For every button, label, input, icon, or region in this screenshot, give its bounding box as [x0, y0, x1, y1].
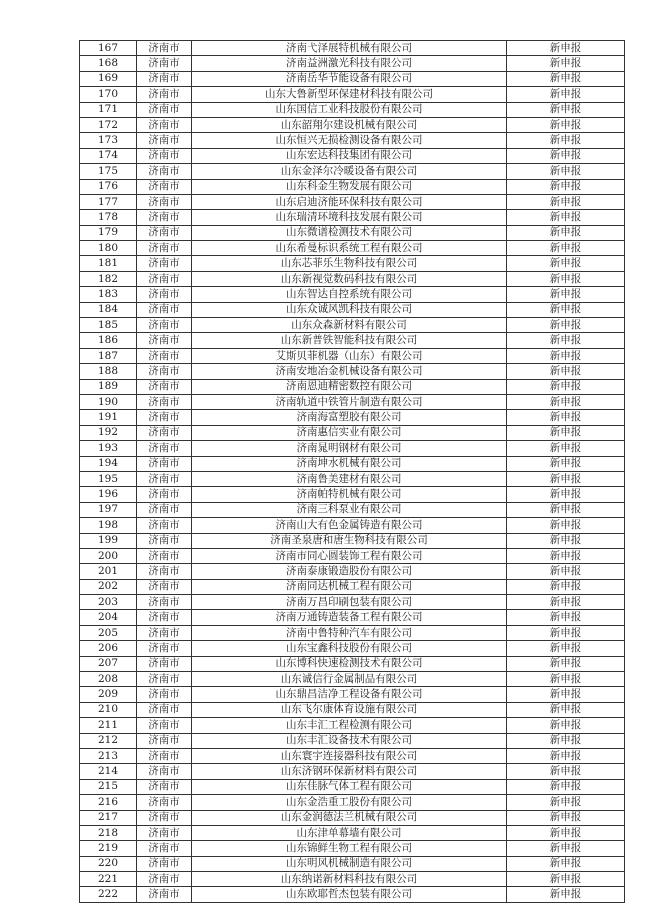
city-cell: 济南市 [137, 795, 192, 810]
row-number-cell: 218 [80, 825, 137, 840]
status-cell: 新申报 [507, 625, 625, 640]
city-cell: 济南市 [137, 718, 192, 733]
status-cell: 新申报 [507, 718, 625, 733]
row-number-cell: 170 [80, 87, 137, 102]
status-cell: 新申报 [507, 672, 625, 687]
status-cell: 新申报 [507, 241, 625, 256]
company-name-cell: 山东众森新材料有限公司 [192, 318, 507, 333]
company-name-cell: 济南惠信实业有限公司 [192, 425, 507, 440]
row-number-cell: 201 [80, 564, 137, 579]
city-cell: 济南市 [137, 225, 192, 240]
company-name-cell: 艾斯贝菲机器（山东）有限公司 [192, 348, 507, 363]
status-cell: 新申报 [507, 641, 625, 656]
company-name-cell: 济南坤水机械有限公司 [192, 456, 507, 471]
city-cell: 济南市 [137, 641, 192, 656]
city-cell: 济南市 [137, 872, 192, 887]
city-cell: 济南市 [137, 518, 192, 533]
table-row [80, 241, 625, 256]
row-number-cell: 194 [80, 456, 137, 471]
table-row [80, 625, 625, 640]
city-cell: 济南市 [137, 256, 192, 271]
table-row [80, 71, 625, 86]
city-cell: 济南市 [137, 825, 192, 840]
status-cell: 新申报 [507, 518, 625, 533]
status-cell: 新申报 [507, 733, 625, 748]
city-cell: 济南市 [137, 379, 192, 394]
row-number-cell: 174 [80, 148, 137, 163]
row-number-cell: 209 [80, 687, 137, 702]
company-name-cell: 山东丰汇设备技术有限公司 [192, 733, 507, 748]
row-number-cell: 202 [80, 579, 137, 594]
city-cell: 济南市 [137, 764, 192, 779]
row-number-cell: 177 [80, 194, 137, 209]
row-number-cell: 175 [80, 164, 137, 179]
table-row [80, 256, 625, 271]
row-number-cell: 215 [80, 779, 137, 794]
status-cell: 新申报 [507, 764, 625, 779]
status-cell: 新申报 [507, 487, 625, 502]
company-name-cell: 山东寰宇连接器科技有限公司 [192, 748, 507, 763]
row-number-cell: 208 [80, 672, 137, 687]
city-cell: 济南市 [137, 502, 192, 517]
table-row [80, 748, 625, 763]
city-cell: 济南市 [137, 471, 192, 486]
city-cell: 济南市 [137, 810, 192, 825]
table-row [80, 764, 625, 779]
row-number-cell: 199 [80, 533, 137, 548]
status-cell: 新申报 [507, 548, 625, 563]
table-row [80, 410, 625, 425]
row-number-cell: 192 [80, 425, 137, 440]
table-row [80, 164, 625, 179]
company-name-cell: 济南弋泽展特机械有限公司 [192, 41, 507, 56]
row-number-cell: 171 [80, 102, 137, 117]
table-row [80, 610, 625, 625]
company-name-cell: 山东希曼标识系统工程有限公司 [192, 241, 507, 256]
status-cell: 新申报 [507, 533, 625, 548]
row-number-cell: 182 [80, 271, 137, 286]
row-number-cell: 197 [80, 502, 137, 517]
company-name-cell: 济南轨道中铁管片制造有限公司 [192, 394, 507, 409]
company-name-cell: 济南山大有色金属铸造有限公司 [192, 518, 507, 533]
status-cell: 新申报 [507, 56, 625, 71]
row-number-cell: 191 [80, 410, 137, 425]
company-name-cell: 济南泰康锻造股份有限公司 [192, 564, 507, 579]
status-cell: 新申报 [507, 102, 625, 117]
company-name-cell: 山东宝鑫科技股份有限公司 [192, 641, 507, 656]
row-number-cell: 198 [80, 518, 137, 533]
company-name-cell: 济南岳华节能设备有限公司 [192, 71, 507, 86]
city-cell: 济南市 [137, 394, 192, 409]
row-number-cell: 216 [80, 795, 137, 810]
status-cell: 新申报 [507, 795, 625, 810]
company-name-cell: 山东新视觉数码科技有限公司 [192, 271, 507, 286]
city-cell: 济南市 [137, 887, 192, 902]
company-name-cell: 山东济钢环保新材料有限公司 [192, 764, 507, 779]
table-row [80, 102, 625, 117]
company-name-cell: 山东大鲁新型环保建材科技有限公司 [192, 87, 507, 102]
status-cell: 新申报 [507, 225, 625, 240]
company-name-cell: 山东金浩重工股份有限公司 [192, 795, 507, 810]
company-name-cell: 济南万昌印刷包装有限公司 [192, 595, 507, 610]
row-number-cell: 167 [80, 41, 137, 56]
table-row [80, 394, 625, 409]
company-name-cell: 山东芯菲乐生物科技有限公司 [192, 256, 507, 271]
company-name-cell: 山东明风机械制造有限公司 [192, 856, 507, 871]
table-row [80, 887, 625, 902]
company-name-cell: 山东启迪济能环保科技有限公司 [192, 194, 507, 209]
city-cell: 济南市 [137, 841, 192, 856]
city-cell: 济南市 [137, 610, 192, 625]
row-number-cell: 181 [80, 256, 137, 271]
row-number-cell: 220 [80, 856, 137, 871]
city-cell: 济南市 [137, 210, 192, 225]
company-name-cell: 山东丰汇工程检测有限公司 [192, 718, 507, 733]
table-row [80, 425, 625, 440]
table-row [80, 348, 625, 363]
status-cell: 新申报 [507, 379, 625, 394]
status-cell: 新申报 [507, 271, 625, 286]
table-row [80, 148, 625, 163]
city-cell: 济南市 [137, 656, 192, 671]
company-name-cell: 山东微谱检测技术有限公司 [192, 225, 507, 240]
city-cell: 济南市 [137, 625, 192, 640]
table-row [80, 810, 625, 825]
row-number-cell: 176 [80, 179, 137, 194]
status-cell: 新申报 [507, 841, 625, 856]
status-cell: 新申报 [507, 425, 625, 440]
row-number-cell: 186 [80, 333, 137, 348]
table-row [80, 179, 625, 194]
table-row [80, 564, 625, 579]
status-cell: 新申报 [507, 471, 625, 486]
status-cell: 新申报 [507, 333, 625, 348]
company-name-cell: 山东飞尔康体育设施有限公司 [192, 702, 507, 717]
city-cell: 济南市 [137, 117, 192, 132]
table-row [80, 441, 625, 456]
status-cell: 新申报 [507, 610, 625, 625]
company-name-cell: 山东博科快速检测技术有限公司 [192, 656, 507, 671]
status-cell: 新申报 [507, 348, 625, 363]
table-row [80, 672, 625, 687]
table-row [80, 194, 625, 209]
status-cell: 新申报 [507, 148, 625, 163]
table-row [80, 117, 625, 132]
table-row [80, 302, 625, 317]
status-cell: 新申报 [507, 210, 625, 225]
row-number-cell: 168 [80, 56, 137, 71]
table-row [80, 379, 625, 394]
status-cell: 新申报 [507, 364, 625, 379]
city-cell: 济南市 [137, 687, 192, 702]
city-cell: 济南市 [137, 271, 192, 286]
city-cell: 济南市 [137, 87, 192, 102]
table-row [80, 687, 625, 702]
city-cell: 济南市 [137, 672, 192, 687]
company-name-cell: 山东瑞清环境科技发展有限公司 [192, 210, 507, 225]
city-cell: 济南市 [137, 364, 192, 379]
table-row [80, 87, 625, 102]
row-number-cell: 185 [80, 318, 137, 333]
company-name-cell: 山东智达自控系统有限公司 [192, 287, 507, 302]
row-number-cell: 172 [80, 117, 137, 132]
table-row [80, 779, 625, 794]
company-name-cell: 济南三科泵业有限公司 [192, 502, 507, 517]
company-name-cell: 山东科金生物发展有限公司 [192, 179, 507, 194]
table-row [80, 225, 625, 240]
table-row [80, 287, 625, 302]
company-name-cell: 济南帕特机械有限公司 [192, 487, 507, 502]
city-cell: 济南市 [137, 410, 192, 425]
city-cell: 济南市 [137, 548, 192, 563]
table-row [80, 656, 625, 671]
status-cell: 新申报 [507, 810, 625, 825]
row-number-cell: 179 [80, 225, 137, 240]
status-cell: 新申报 [507, 748, 625, 763]
status-cell: 新申报 [507, 194, 625, 209]
table-row [80, 702, 625, 717]
company-roster-table [79, 40, 625, 903]
row-number-cell: 203 [80, 595, 137, 610]
city-cell: 济南市 [137, 579, 192, 594]
city-cell: 济南市 [137, 318, 192, 333]
table-row [80, 856, 625, 871]
table-row [80, 210, 625, 225]
row-number-cell: 180 [80, 241, 137, 256]
row-number-cell: 217 [80, 810, 137, 825]
table-row [80, 318, 625, 333]
table-row [80, 872, 625, 887]
row-number-cell: 195 [80, 471, 137, 486]
company-name-cell: 山东锦鲜生物工程有限公司 [192, 841, 507, 856]
status-cell: 新申报 [507, 117, 625, 132]
city-cell: 济南市 [137, 179, 192, 194]
company-name-cell: 济南圣泉唐和唐生物科技有限公司 [192, 533, 507, 548]
company-name-cell: 山东纳诺新材料科技有限公司 [192, 872, 507, 887]
status-cell: 新申报 [507, 825, 625, 840]
city-cell: 济南市 [137, 595, 192, 610]
city-cell: 济南市 [137, 748, 192, 763]
status-cell: 新申报 [507, 441, 625, 456]
row-number-cell: 190 [80, 394, 137, 409]
company-name-cell: 济南中鲁特种汽车有限公司 [192, 625, 507, 640]
city-cell: 济南市 [137, 56, 192, 71]
status-cell: 新申报 [507, 872, 625, 887]
company-name-cell: 济南海富塑胶有限公司 [192, 410, 507, 425]
city-cell: 济南市 [137, 856, 192, 871]
company-name-cell: 山东金润德法兰机械有限公司 [192, 810, 507, 825]
table-row [80, 825, 625, 840]
status-cell: 新申报 [507, 133, 625, 148]
status-cell: 新申报 [507, 302, 625, 317]
table-row [80, 133, 625, 148]
city-cell: 济南市 [137, 441, 192, 456]
city-cell: 济南市 [137, 779, 192, 794]
table-row [80, 271, 625, 286]
company-name-cell: 济南市同心圆装饰工程有限公司 [192, 548, 507, 563]
city-cell: 济南市 [137, 333, 192, 348]
status-cell: 新申报 [507, 87, 625, 102]
table-row [80, 456, 625, 471]
company-name-cell: 济南鲁美建材有限公司 [192, 471, 507, 486]
table-row [80, 595, 625, 610]
table-row [80, 518, 625, 533]
status-cell: 新申报 [507, 656, 625, 671]
status-cell: 新申报 [507, 887, 625, 902]
city-cell: 济南市 [137, 425, 192, 440]
company-name-cell: 山东新普铁智能科技有限公司 [192, 333, 507, 348]
table-row [80, 364, 625, 379]
row-number-cell: 210 [80, 702, 137, 717]
company-name-cell: 山东津单幕墙有限公司 [192, 825, 507, 840]
status-cell: 新申报 [507, 71, 625, 86]
city-cell: 济南市 [137, 241, 192, 256]
table-row [80, 579, 625, 594]
row-number-cell: 204 [80, 610, 137, 625]
table-row [80, 56, 625, 71]
row-number-cell: 214 [80, 764, 137, 779]
company-name-cell: 济南万通铸造装备工程有限公司 [192, 610, 507, 625]
city-cell: 济南市 [137, 533, 192, 548]
row-number-cell: 193 [80, 441, 137, 456]
row-number-cell: 211 [80, 718, 137, 733]
city-cell: 济南市 [137, 148, 192, 163]
city-cell: 济南市 [137, 564, 192, 579]
city-cell: 济南市 [137, 733, 192, 748]
table-row [80, 841, 625, 856]
roster-table-body [80, 41, 625, 903]
status-cell: 新申报 [507, 164, 625, 179]
table-row [80, 533, 625, 548]
company-name-cell: 山东恒兴无损检测设备有限公司 [192, 133, 507, 148]
row-number-cell: 212 [80, 733, 137, 748]
company-name-cell: 山东诚信行金属制品有限公司 [192, 672, 507, 687]
company-name-cell: 山东欧耶哲杰包装有限公司 [192, 887, 507, 902]
status-cell: 新申报 [507, 318, 625, 333]
city-cell: 济南市 [137, 487, 192, 502]
status-cell: 新申报 [507, 856, 625, 871]
row-number-cell: 183 [80, 287, 137, 302]
status-cell: 新申报 [507, 779, 625, 794]
city-cell: 济南市 [137, 164, 192, 179]
company-name-cell: 山东国信工业科技股份有限公司 [192, 102, 507, 117]
company-name-cell: 济南安地冶金机械设备有限公司 [192, 364, 507, 379]
city-cell: 济南市 [137, 302, 192, 317]
row-number-cell: 173 [80, 133, 137, 148]
status-cell: 新申报 [507, 595, 625, 610]
table-row [80, 333, 625, 348]
row-number-cell: 222 [80, 887, 137, 902]
city-cell: 济南市 [137, 456, 192, 471]
row-number-cell: 221 [80, 872, 137, 887]
status-cell: 新申报 [507, 702, 625, 717]
table-row [80, 795, 625, 810]
company-name-cell: 济南晁明钢材有限公司 [192, 441, 507, 456]
row-number-cell: 205 [80, 625, 137, 640]
status-cell: 新申报 [507, 179, 625, 194]
row-number-cell: 219 [80, 841, 137, 856]
row-number-cell: 196 [80, 487, 137, 502]
company-name-cell: 济南益洲激光科技有限公司 [192, 56, 507, 71]
row-number-cell: 206 [80, 641, 137, 656]
table-row [80, 718, 625, 733]
status-cell: 新申报 [507, 687, 625, 702]
row-number-cell: 188 [80, 364, 137, 379]
city-cell: 济南市 [137, 194, 192, 209]
status-cell: 新申报 [507, 41, 625, 56]
company-name-cell: 济南恩迪精密数控有限公司 [192, 379, 507, 394]
status-cell: 新申报 [507, 564, 625, 579]
row-number-cell: 169 [80, 71, 137, 86]
status-cell: 新申报 [507, 410, 625, 425]
city-cell: 济南市 [137, 133, 192, 148]
table-row [80, 471, 625, 486]
company-name-cell: 山东金泽尔冷暖设备有限公司 [192, 164, 507, 179]
row-number-cell: 207 [80, 656, 137, 671]
status-cell: 新申报 [507, 287, 625, 302]
city-cell: 济南市 [137, 71, 192, 86]
city-cell: 济南市 [137, 41, 192, 56]
company-name-cell: 济南同达机械工程有限公司 [192, 579, 507, 594]
company-name-cell: 山东宏达科技集团有限公司 [192, 148, 507, 163]
row-number-cell: 213 [80, 748, 137, 763]
city-cell: 济南市 [137, 348, 192, 363]
status-cell: 新申报 [507, 456, 625, 471]
status-cell: 新申报 [507, 579, 625, 594]
company-name-cell: 山东鼎昌洁净工程设备有限公司 [192, 687, 507, 702]
company-name-cell: 山东韶翔尔建设机械有限公司 [192, 117, 507, 132]
row-number-cell: 187 [80, 348, 137, 363]
table-row [80, 548, 625, 563]
row-number-cell: 178 [80, 210, 137, 225]
row-number-cell: 189 [80, 379, 137, 394]
table-row [80, 502, 625, 517]
row-number-cell: 200 [80, 548, 137, 563]
table-row [80, 641, 625, 656]
status-cell: 新申报 [507, 394, 625, 409]
table-row [80, 733, 625, 748]
city-cell: 济南市 [137, 702, 192, 717]
company-name-cell: 山东众诚风凯科技有限公司 [192, 302, 507, 317]
table-row [80, 487, 625, 502]
document-sheet [79, 40, 624, 903]
status-cell: 新申报 [507, 256, 625, 271]
city-cell: 济南市 [137, 287, 192, 302]
table-row [80, 41, 625, 56]
status-cell: 新申报 [507, 502, 625, 517]
company-name-cell: 山东佳脉气体工程有限公司 [192, 779, 507, 794]
city-cell: 济南市 [137, 102, 192, 117]
row-number-cell: 184 [80, 302, 137, 317]
